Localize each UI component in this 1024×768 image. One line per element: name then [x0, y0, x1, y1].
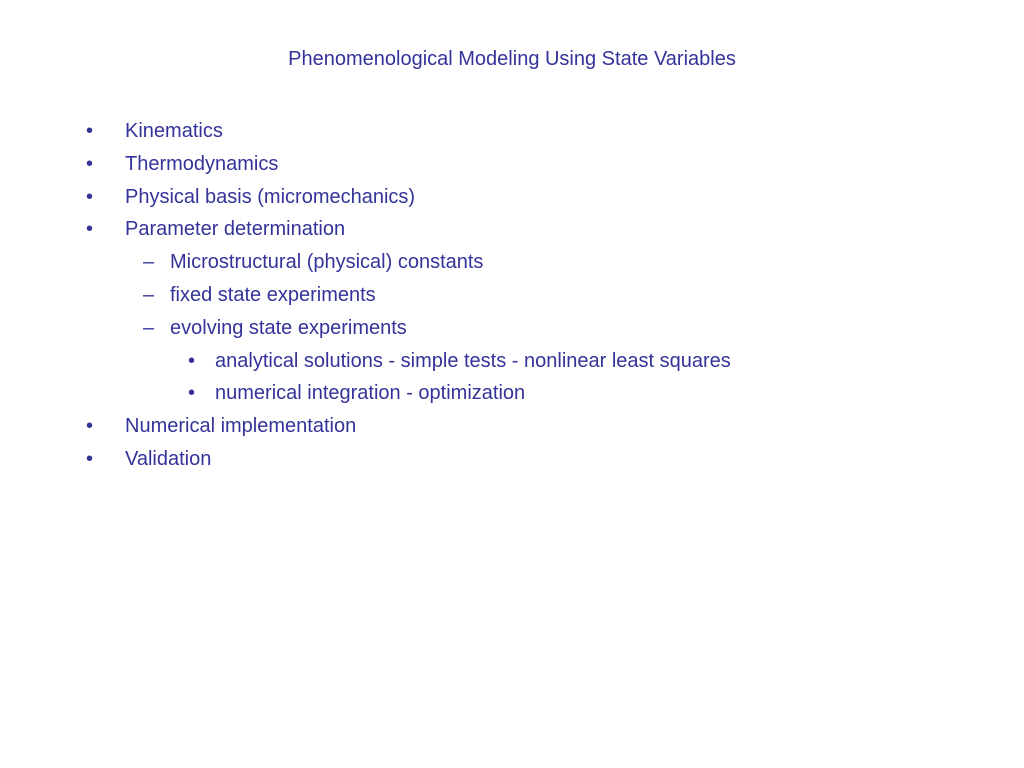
bullet-text: Validation [125, 447, 212, 470]
sub-bullet-text: Microstructural (physical) constants [170, 251, 484, 274]
sub-sub-bullet-text: analytical solutions - simple tests - nonlinear least squares [215, 349, 731, 372]
bullet-item-kinematics [0, 115, 1024, 148]
sub-bullet-evolving-state [0, 312, 1024, 345]
bullet-item-physical-basis [0, 181, 1024, 214]
bullet-marker: • [188, 349, 196, 372]
bullet-text: Parameter determination [125, 218, 346, 241]
sub-bullet-fixed-state [0, 279, 1024, 312]
bullet-text: Numerical implementation [125, 415, 357, 438]
slide-title: Phenomenological Modeling Using State Variables [288, 48, 736, 70]
dash-marker: – [143, 251, 155, 274]
sub-sub-bullet-numerical-integration [0, 377, 1024, 410]
bullet-item-numerical-implementation [0, 410, 1024, 443]
bullet-marker: • [86, 185, 94, 208]
bullet-text: Physical basis (micromechanics) [125, 185, 416, 208]
bullet-marker: • [86, 218, 94, 241]
bullet-text: Thermodynamics [125, 152, 279, 175]
bullet-item-parameter-determination [0, 213, 1024, 246]
sub-bullet-text: evolving state experiments [170, 316, 407, 339]
sub-bullet-text: fixed state experiments [170, 283, 376, 306]
bullet-list [0, 115, 1024, 476]
bullet-item-thermodynamics [0, 148, 1024, 181]
bullet-item-validation [0, 443, 1024, 476]
bullet-marker: • [86, 415, 94, 438]
bullet-marker: • [86, 447, 94, 470]
bullet-marker: • [188, 382, 196, 405]
dash-marker: – [143, 316, 155, 339]
dash-marker: – [143, 283, 155, 306]
sub-sub-bullet-text: numerical integration - optimization [215, 382, 526, 405]
bullet-marker: • [86, 120, 94, 142]
sub-bullet-microstructural-constants [0, 246, 1024, 279]
bullet-text: Kinematics [125, 120, 223, 142]
bullet-marker: • [86, 152, 94, 175]
sub-sub-bullet-analytical-solutions [0, 345, 1024, 378]
